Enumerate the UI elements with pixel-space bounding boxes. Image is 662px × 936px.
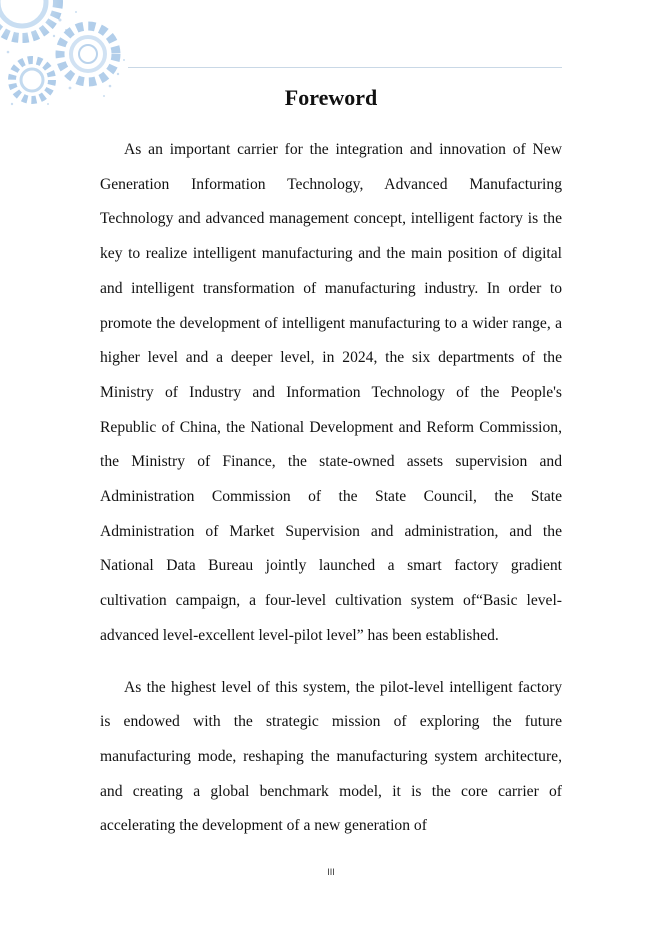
- paragraph-2: As the highest level of this system, the pilot-level intelligent factory is endowed with the strategic mission of exploring the future manufacturing mode, reshaping the manufacturing system architecture, and creating a global benchmark model, it is the core carrier of accelerating the development of a new generation of: [100, 678, 562, 835]
- gear-large-icon: [0, 0, 58, 38]
- gear-medium-icon: [60, 26, 116, 82]
- header-rule: [128, 67, 562, 68]
- page-title: Foreword: [284, 85, 378, 110]
- body-text: [100, 133, 562, 844]
- paragraph-1: As an important carrier for the integration and innovation of New Generation Information Technology, Advanced Manufacturing Technology and advanced management concept, intelligent factory is the key to realize intelligent manufacturing and the main position of digital and intelligent transformation of manufacturing industry. In order to promote the development of intelligent manufacturing to a wider range, a higher level and a deeper level, in 2024, the six departments of the Ministry of Industry and Information Technology of the People's Republic of China, the National Development and Reform Commission, the Ministry of Finance, the state-owned assets supervision and Administration Commission of the State Council, the State Administration of Market Supervision and administration, and the National Data Bureau jointly launched a smart factory gradient cultivation campaign, a four-level cultivation system of“Basic level-advanced level-excellent level-pilot level” has been established.: [100, 141, 562, 644]
- page-number: III: [327, 867, 335, 877]
